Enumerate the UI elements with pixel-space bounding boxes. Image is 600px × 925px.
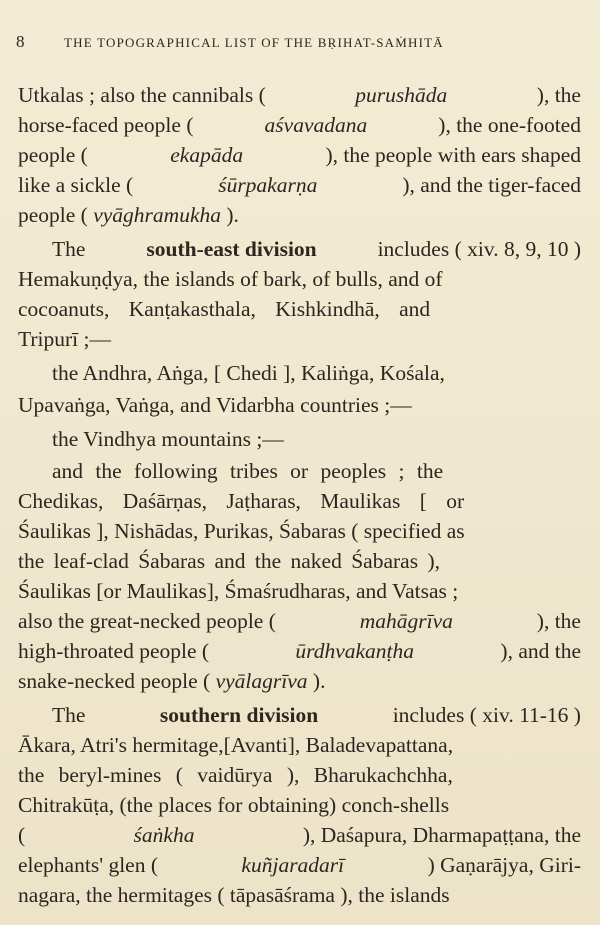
text-segment: ), the one-footed: [438, 113, 581, 137]
running-title: THE TOPOGRAPHICAL LIST OF THE BṚIHAT-SAṀHITĀ: [64, 35, 444, 50]
sanskrit-term: purushāda: [355, 83, 448, 107]
text-segment: (: [18, 823, 26, 847]
page-header: [16, 32, 586, 56]
text-segment: Tripurī ;—: [18, 327, 111, 351]
text-segment: includes ( xiv. 11-16 ): [392, 703, 581, 727]
sanskrit-term: mahāgrīva: [359, 609, 453, 633]
division-heading: southern division: [159, 703, 319, 727]
text-segment: The: [52, 703, 86, 727]
text-segment: Chitrakūṭa, (the places for obtaining) conch-shells: [18, 793, 450, 817]
text-line: [18, 636, 581, 666]
text-line: [18, 880, 450, 910]
text-segment: Chedikas, Daśārṇas, Jaṭharas, Maulikas [ or: [18, 489, 465, 513]
text-segment: nagara, the hermitages ( tāpasāśrama ), the islands: [18, 883, 450, 907]
text-segment: people (: [18, 143, 88, 167]
text-segment: horse-faced people (: [18, 113, 194, 137]
sanskrit-term: vyālagrīva: [215, 669, 308, 693]
text-segment: snake-necked people (: [18, 669, 216, 693]
text-segment: ), Daśapura, Dharmapaṭṭana, the: [302, 823, 581, 847]
text-segment: ).: [307, 669, 326, 693]
text-segment: ), the: [536, 83, 581, 107]
text-segment: Ākara, Atri's hermitage,[Avanti], Baladevapattana,: [18, 733, 454, 757]
text-line: [18, 80, 581, 110]
text-line: [18, 606, 581, 636]
text-segment: like a sickle (: [18, 173, 134, 197]
text-line: [18, 390, 412, 420]
text-segment: ), and the tiger-faced: [402, 173, 581, 197]
text-segment: includes ( xiv. 8, 9, 10 ): [377, 237, 581, 261]
text-line: [18, 576, 458, 606]
text-line: [18, 140, 581, 170]
sanskrit-term: ekapāda: [170, 143, 244, 167]
text-segment: cocoanuts, Kanṭakasthala, Kishkindhā, and: [18, 297, 431, 321]
sanskrit-term: aśvavadana: [264, 113, 368, 137]
text-line: [18, 760, 453, 790]
text-segment: ), the: [536, 609, 581, 633]
text-segment: Śaulikas ], Nishādas, Purikas, Śabaras ( specified as: [18, 519, 465, 543]
text-segment: the Andhra, Aṅga, [ Chedi ], Kaliṅga, Kośala,: [52, 361, 445, 385]
text-line: [52, 358, 445, 388]
text-line: [18, 110, 581, 140]
text-segment: ) Gaṇarājya, Giri-: [427, 853, 581, 877]
text-line: [52, 234, 581, 264]
text-line: [18, 730, 453, 760]
text-line: [52, 456, 443, 486]
text-line: [18, 486, 464, 516]
text-segment: Utkalas ; also the cannibals (: [18, 83, 266, 107]
text-line: [18, 850, 581, 880]
text-line: [18, 790, 449, 820]
text-line: [18, 200, 239, 230]
text-segment: the Vindhya mountains ;—: [52, 427, 284, 451]
text-line: [18, 264, 581, 294]
text-line: [18, 516, 465, 546]
division-heading: south-east division: [146, 237, 317, 261]
text-line: [52, 700, 581, 730]
text-segment: and the following tribes or peoples ; the: [52, 459, 444, 483]
text-segment: also the great-necked people (: [18, 609, 276, 633]
text-line: [52, 424, 284, 454]
text-line: [18, 820, 581, 850]
page-number: 8: [16, 32, 25, 51]
text-segment: elephants' glen (: [18, 853, 158, 877]
text-segment: Hemakuṇḍya, the islands of bark, of bulls, and of: [18, 267, 443, 291]
text-segment: ).: [221, 203, 239, 227]
text-line: [18, 170, 581, 200]
text-line: [18, 324, 111, 354]
text-segment: The: [52, 237, 86, 261]
text-segment: ), the people with ears shaped: [325, 143, 581, 167]
text-segment: people (: [18, 203, 94, 227]
sanskrit-term: vyāghramukha: [93, 203, 221, 227]
text-line: [18, 666, 325, 696]
text-line: [18, 294, 581, 324]
sanskrit-term: ūrdhvakanṭha: [295, 639, 415, 663]
sanskrit-term: śaṅkha: [133, 823, 195, 847]
text-segment: high-throated people (: [18, 639, 210, 663]
text-line: [18, 546, 440, 576]
text-segment: the beryl-mines ( vaidūrya ), Bharukachchha,: [18, 763, 453, 787]
text-segment: Upavaṅga, Vaṅga, and Vidarbha countries ;—: [18, 393, 412, 417]
text-segment: Śaulikas [or Maulikas], Śmaśrudharas, and Vatsas ;: [18, 579, 459, 603]
text-segment: ), and the: [500, 639, 581, 663]
sanskrit-term: kuñjaradarī: [241, 853, 345, 877]
text-segment: the leaf-clad Śabaras and the naked Śabaras ),: [18, 549, 440, 573]
sanskrit-term: śūrpakarṇa: [218, 173, 318, 197]
